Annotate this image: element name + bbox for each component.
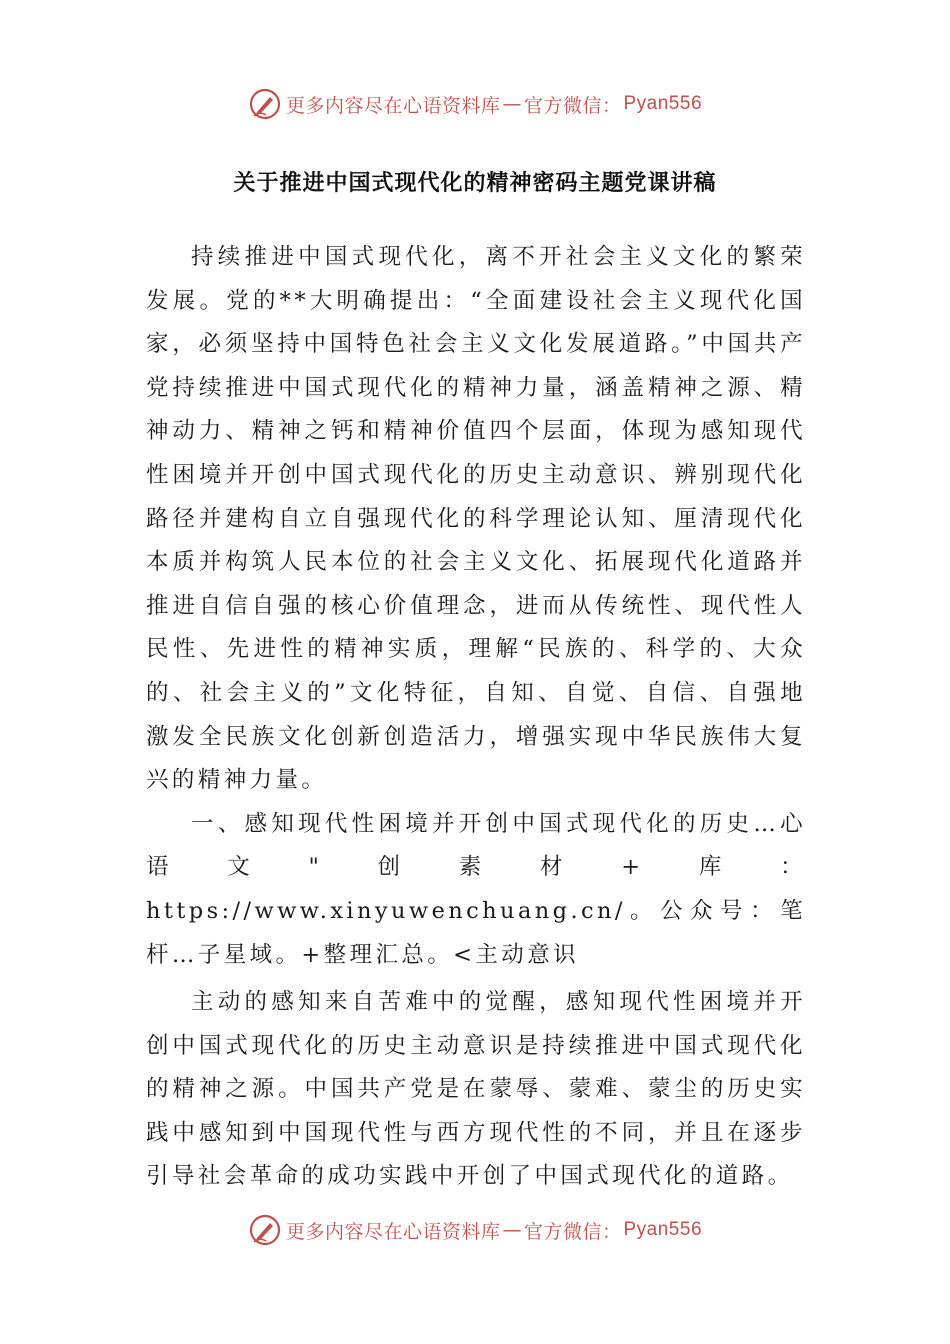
watermark-dash: —: [502, 1219, 522, 1241]
document-body: [146, 236, 806, 1199]
watermark-wechat-label: 官方微信：: [523, 1220, 622, 1243]
watermark-wechat-label: 官方微信：: [523, 94, 622, 117]
paragraph-section-heading: 一、感知现代性困境并开创中国式现代化的历史…心语文"创素材+库：https://www.xinyuwenchuang.cn/。公众号：笔杆…子星域。+整理汇总。<主动意识: [146, 810, 806, 968]
watermark-account: Pyan556: [623, 1219, 703, 1240]
watermark-account: Pyan556: [623, 93, 703, 114]
header-watermark: [0, 84, 950, 124]
watermark-brand: 更多内容尽在心语资料库: [285, 1220, 501, 1243]
pen-logo-icon: [248, 1213, 282, 1247]
paragraph-section-body: 主动的感知来自苦难中的觉醒，感知现代性困境并开创中国式现代化的历史主动意识是持续推进中国式现代化的精神之源。中国共产党是在蒙辱、蒙难、蒙尘的历史实践中感知到中国现代性与西方现代性的不同，并且在逐步引导社会革命的成功实践中开创了中国式现代化的道路。: [146, 989, 806, 1190]
paragraph-intro: 持续推进中国式现代化，离不开社会主义文化的繁荣发展。党的**大明确提出：“全面建设社会主义现代化国家，必须坚持中国特色社会主义文化发展道路。”中国共产党持续推进中国式现代化的精神力量，涵盖精神之源、精神动力、精神之钙和精神价值四个层面，体现为感知现代性困境并开创中国式现代化的历史主动意识、辨别现代化路径并建构自立自强现代化的科学理论认知、厘清现代化本质并构筑人民本位的社会主义文化、拓展现代化道路并推进自信自强的核心价值理念，进而从传统性、现代性人民性、先进性的精神实质，理解“民族的、科学的、大众的、社会主义的”文化特征，自知、自觉、自信、自强地激发全民族文化创新创造活力，增强实现中华民族伟大复兴的精神力量。: [146, 244, 806, 794]
watermark-dash: —: [502, 93, 522, 115]
pen-logo-icon: [248, 87, 282, 121]
footer-watermark: [0, 1210, 950, 1250]
document-title: 关于推进中国式现代化的精神密码主题党课讲稿: [233, 171, 717, 196]
watermark-brand: 更多内容尽在心语资料库: [285, 94, 501, 117]
